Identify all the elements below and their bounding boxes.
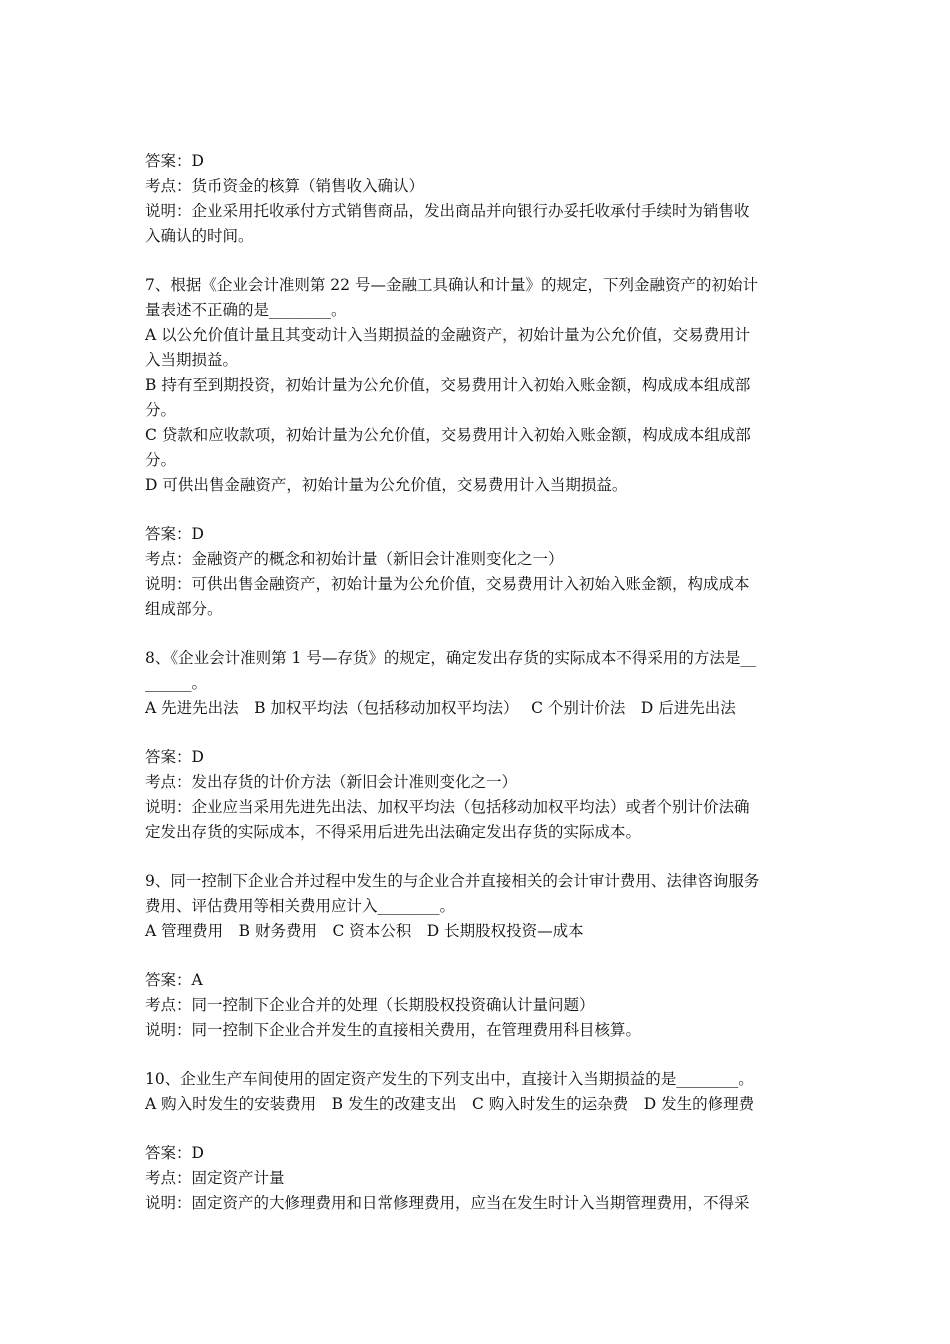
paragraph-gap <box>145 1043 810 1067</box>
paragraph-gap <box>145 622 810 646</box>
text-line: C 贷款和应收款项，初始计量为公允价值，交易费用计入初始入账金额，构成成本组成部 <box>145 426 751 444</box>
text-line: A 先进先出法 B 加权平均法（包括移动加权平均法） C 个别计价法 D 后进先出法 <box>145 699 736 717</box>
question-block <box>145 646 810 721</box>
text-line: 费用、评估费用等相关费用应计入________。 <box>145 897 456 915</box>
text-line: A 以公允价值计量且其变动计入当期损益的金融资产，初始计量为公允价值，交易费用计 <box>145 326 751 344</box>
answer-block <box>145 968 810 1043</box>
text-line: 考点：固定资产计量 <box>145 1169 285 1187</box>
text-line: 答案：A <box>145 971 203 989</box>
paragraph-gap <box>145 249 810 273</box>
text-line: 考点：发出存货的计价方法（新旧会计准则变化之一） <box>145 773 518 791</box>
text-line: A 购入时发生的安装费用 B 发生的改建支出 C 购入时发生的运杂费 D 发生的修理费 <box>145 1095 755 1113</box>
text-line: 答案：D <box>145 152 204 170</box>
text-line: D 可供出售金融资产，初始计量为公允价值，交易费用计入当期损益。 <box>145 476 628 494</box>
text-line: 说明：企业采用托收承付方式销售商品，发出商品并向银行办妥托收承付手续时为销售收 <box>145 202 750 220</box>
text-line: 入当期损益。 <box>145 351 239 369</box>
answer-block <box>145 522 810 622</box>
text-line: 8、《企业会计准则第 1 号—存货》的规定，确定发出存货的实际成本不得采用的方法是__ <box>145 649 756 667</box>
text-line: 考点：同一控制下企业合并的处理（长期股权投资确认计量问题） <box>145 996 595 1014</box>
paragraph-gap <box>145 1117 810 1141</box>
text-line: 说明：固定资产的大修理费用和日常修理费用，应当在发生时计入当期管理费用，不得采 <box>145 1194 750 1212</box>
text-line: 9、同一控制下企业合并过程中发生的与企业合并直接相关的会计审计费用、法律咨询服务 <box>145 872 760 890</box>
answer-block <box>145 1141 810 1216</box>
text-line: B 持有至到期投资，初始计量为公允价值，交易费用计入初始入账金额，构成成本组成部 <box>145 376 751 394</box>
text-line: 组成部分。 <box>145 600 223 618</box>
text-line: 7、根据《企业会计准则第 22 号—金融工具确认和计量》的规定，下列金融资产的初始计 <box>145 276 758 294</box>
text-line: 说明：企业应当采用先进先出法、加权平均法（包括移动加权平均法）或者个别计价法确 <box>145 798 750 816</box>
text-line: A 管理费用 B 财务费用 C 资本公积 D 长期股权投资—成本 <box>145 922 584 940</box>
text-line: ______。 <box>145 674 208 692</box>
text-line: 量表述不正确的是________。 <box>145 301 347 319</box>
question-block <box>145 1067 810 1117</box>
text-line: 分。 <box>145 451 177 469</box>
text-line: 说明：同一控制下企业合并发生的直接相关费用，在管理费用科目核算。 <box>145 1021 642 1039</box>
text-line: 答案：D <box>145 748 204 766</box>
text-line: 定发出存货的实际成本，不得采用后进先出法确定发出存货的实际成本。 <box>145 823 642 841</box>
text-line: 10、企业生产车间使用的固定资产发生的下列支出中，直接计入当期损益的是________。 <box>145 1070 754 1088</box>
paragraph-gap <box>145 721 810 745</box>
text-line: 考点：货币资金的核算（销售收入确认） <box>145 177 425 195</box>
question-block <box>145 273 810 498</box>
answer-block <box>145 745 810 845</box>
paragraph-gap <box>145 944 810 968</box>
text-line: 说明：可供出售金融资产，初始计量为公允价值，交易费用计入初始入账金额，构成成本 <box>145 575 750 593</box>
paragraph-gap <box>145 498 810 522</box>
answer-block <box>145 149 810 249</box>
text-line: 答案：D <box>145 1144 204 1162</box>
document-page <box>145 149 810 1216</box>
text-line: 答案：D <box>145 525 204 543</box>
text-line: 考点：金融资产的概念和初始计量（新旧会计准则变化之一） <box>145 550 564 568</box>
document-content <box>145 149 810 1216</box>
paragraph-gap <box>145 845 810 869</box>
question-block <box>145 869 810 944</box>
text-line: 分。 <box>145 401 177 419</box>
text-line: 入确认的时间。 <box>145 227 254 245</box>
